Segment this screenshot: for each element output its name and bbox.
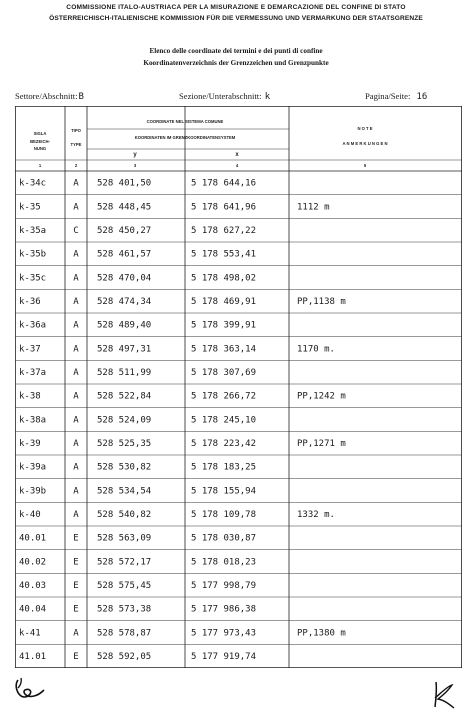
table-row xyxy=(19,581,256,591)
cell-tipo: A xyxy=(73,439,79,450)
cell-tipo: A xyxy=(73,297,79,308)
cell-y: 528 534,54 xyxy=(97,486,152,497)
cell-note: 1170 m. xyxy=(297,344,335,355)
cell-x: 5 178 627,22 xyxy=(191,226,257,237)
cell-y: 528 497,31 xyxy=(97,344,152,355)
cell-sigla: k-35a xyxy=(19,226,47,237)
pagina-label: Pagina/Seite: xyxy=(365,91,411,101)
cell-tipo: A xyxy=(73,415,79,426)
cell-y: 528 489,40 xyxy=(97,320,152,331)
cell-sigla: k-37a xyxy=(19,368,47,379)
settore-value: B xyxy=(78,92,84,102)
cell-sigla: k-38a xyxy=(19,415,47,426)
table-row xyxy=(19,415,256,425)
header-y: y xyxy=(133,152,137,158)
cell-tipo: E xyxy=(73,652,79,663)
cell-sigla: 41.01 xyxy=(19,652,47,663)
cell-y: 528 401,50 xyxy=(97,178,152,189)
cell-tipo: A xyxy=(73,344,79,355)
cell-y: 528 573,38 xyxy=(97,604,152,615)
header-type: TYPE xyxy=(70,142,82,147)
table-row xyxy=(19,179,256,189)
sezione-label: Sezione/Unterabschnitt: xyxy=(179,91,262,101)
sezione-value: k xyxy=(264,92,271,102)
sezione-field xyxy=(179,91,270,102)
cell-y: 528 575,45 xyxy=(97,581,152,592)
cell-sigla: 40.02 xyxy=(19,557,47,568)
table-row xyxy=(19,392,346,402)
document-title-italian: Elenco delle coordinate dei termini e dei punti di confine xyxy=(149,47,323,55)
cell-x: 5 178 469,91 xyxy=(191,297,257,308)
pagina-field xyxy=(365,91,427,102)
cell-note: 1112 m xyxy=(297,202,330,213)
cell-x: 5 178 399,91 xyxy=(191,320,257,331)
table-row xyxy=(19,250,256,260)
cell-tipo: A xyxy=(73,486,79,497)
header-x: x xyxy=(235,152,239,158)
cell-x: 5 178 641,96 xyxy=(191,202,257,213)
cell-sigla: k-37 xyxy=(19,344,41,355)
table-row xyxy=(19,439,346,449)
cell-y: 528 540,82 xyxy=(97,510,152,521)
table-row xyxy=(19,557,256,567)
cell-y: 528 511,99 xyxy=(97,368,152,379)
header-bezeichnung: BEZEICH- xyxy=(30,139,50,144)
header-anmerkungen: A N M E R K U N G E N xyxy=(342,141,388,146)
cell-y: 528 474,34 xyxy=(97,297,152,308)
cell-x: 5 178 155,94 xyxy=(191,486,257,497)
cell-sigla: k-35b xyxy=(19,249,47,260)
cell-y: 528 522,84 xyxy=(97,391,152,402)
cell-sigla: k-38 xyxy=(19,391,41,402)
cell-sigla: k-39a xyxy=(19,462,47,473)
cell-y: 528 448,45 xyxy=(97,202,152,213)
col-number-1: 1 xyxy=(38,163,42,168)
table-row xyxy=(19,628,346,638)
header-coordinate: COORDINATE NEL SISTEMA COMUNE xyxy=(146,119,224,124)
cell-sigla: k-39b xyxy=(19,486,47,497)
cell-note: PP,1138 m xyxy=(297,297,346,308)
cell-y: 528 461,57 xyxy=(97,249,152,260)
table-row xyxy=(19,344,335,354)
table-row xyxy=(19,534,256,544)
cell-y: 528 525,35 xyxy=(97,439,152,450)
cell-tipo: A xyxy=(73,249,79,260)
handwritten-signature-right xyxy=(430,680,460,710)
header-koordinaten: KOORDINATEN IM GRENZKOORDINATENSYSTEM xyxy=(134,135,236,140)
header-note: N O T E xyxy=(357,126,373,131)
cell-sigla: k-39 xyxy=(19,439,41,450)
cell-x: 5 177 986,38 xyxy=(191,604,257,615)
cell-y: 528 530,82 xyxy=(97,462,152,473)
cell-tipo: E xyxy=(73,604,79,615)
cell-sigla: k-35c xyxy=(19,273,47,284)
commission-title-italian: COMMISSIONE ITALO-AUSTRIACA PER LA MISURAZIONE E DEMARCAZIONE DEL CONFINE DI STATO xyxy=(66,4,406,11)
table-row xyxy=(19,486,256,496)
table-row xyxy=(19,605,256,615)
cell-x: 5 178 553,41 xyxy=(191,249,257,260)
table-row xyxy=(19,297,346,307)
table-row xyxy=(19,463,256,473)
cell-sigla: 40.03 xyxy=(19,581,47,592)
cell-sigla: k-35 xyxy=(19,202,41,213)
cell-y: 528 563,09 xyxy=(97,533,152,544)
cell-tipo: A xyxy=(73,462,79,473)
settore-field xyxy=(15,91,84,102)
cell-tipo: A xyxy=(73,510,79,521)
cell-tipo: E xyxy=(73,533,79,544)
handwritten-signature-left xyxy=(12,676,48,702)
cell-note: PP,1271 m xyxy=(297,439,346,450)
cell-tipo: A xyxy=(73,273,79,284)
commission-title-german: ÖSTERREICHISCH-ITALIENISCHE KOMMISSION FÜR DIE VERMESSUNG UND VERMARKUNG DER STAATSGRENZE xyxy=(49,15,423,22)
cell-tipo: E xyxy=(73,557,79,568)
settore-label: Settore/Abschnitt: xyxy=(15,91,78,101)
cell-y: 528 578,87 xyxy=(97,628,152,639)
cell-x: 5 178 223,42 xyxy=(191,439,257,450)
table-header xyxy=(30,119,387,168)
cell-note: PP,1380 m xyxy=(297,628,346,639)
col-number-2: 2 xyxy=(74,163,78,168)
cell-y: 528 572,17 xyxy=(97,557,152,568)
cell-x: 5 178 644,16 xyxy=(191,178,257,189)
cell-x: 5 178 183,25 xyxy=(191,462,257,473)
cell-y: 528 524,09 xyxy=(97,415,152,426)
pagina-value: 16 xyxy=(416,92,428,102)
cell-x: 5 178 018,23 xyxy=(191,557,257,568)
col-number-4: 4 xyxy=(235,163,239,168)
cell-x: 5 178 245,10 xyxy=(191,415,257,426)
header-nung: NUNG xyxy=(33,146,47,151)
col-number-5: 5 xyxy=(363,163,367,168)
cell-x: 5 177 919,74 xyxy=(191,652,257,663)
cell-x: 5 178 109,78 xyxy=(191,510,257,521)
col-number-3: 3 xyxy=(133,163,137,168)
cell-tipo: A xyxy=(73,368,79,379)
cell-note: 1332 m. xyxy=(297,510,335,521)
cell-x: 5 178 266,72 xyxy=(191,391,257,402)
table-row xyxy=(19,226,256,236)
cell-tipo: A xyxy=(73,391,79,402)
cell-x: 5 178 498,02 xyxy=(191,273,257,284)
document-title-german: Koordinatenverzeichnis der Grenzzeichen und Grenzpunkte xyxy=(143,59,329,67)
table-row xyxy=(19,368,256,378)
cell-tipo: C xyxy=(73,226,79,237)
table-row xyxy=(19,510,335,520)
table-row xyxy=(19,273,256,283)
cell-tipo: A xyxy=(73,628,79,639)
table-body xyxy=(19,179,346,662)
cell-note: PP,1242 m xyxy=(297,391,346,402)
cell-sigla: k-34c xyxy=(19,178,47,189)
header-tipo: TIPO xyxy=(71,128,81,133)
cell-y: 528 592,05 xyxy=(97,652,152,663)
header-sigla: SIGLA xyxy=(33,131,47,136)
cell-x: 5 178 030,87 xyxy=(191,533,257,544)
cell-tipo: A xyxy=(73,202,79,213)
table-row xyxy=(19,652,256,662)
cell-sigla: 40.01 xyxy=(19,533,47,544)
cell-y: 528 470,04 xyxy=(97,273,152,284)
cell-x: 5 178 307,69 xyxy=(191,368,257,379)
cell-sigla: k-36a xyxy=(19,320,47,331)
cell-sigla: 40.04 xyxy=(19,604,47,615)
cell-sigla: k-41 xyxy=(19,628,41,639)
cell-sigla: k-36 xyxy=(19,297,41,308)
cell-tipo: E xyxy=(73,581,79,592)
cell-y: 528 450,27 xyxy=(97,226,152,237)
cell-tipo: A xyxy=(73,320,79,331)
table-row xyxy=(19,321,256,331)
cell-tipo: A xyxy=(73,178,79,189)
cell-x: 5 177 973,43 xyxy=(191,628,257,639)
coordinates-table xyxy=(15,106,462,668)
cell-sigla: k-40 xyxy=(19,510,41,521)
table-row xyxy=(19,202,330,212)
cell-x: 5 177 998,79 xyxy=(191,581,257,592)
cell-x: 5 178 363,14 xyxy=(191,344,257,355)
